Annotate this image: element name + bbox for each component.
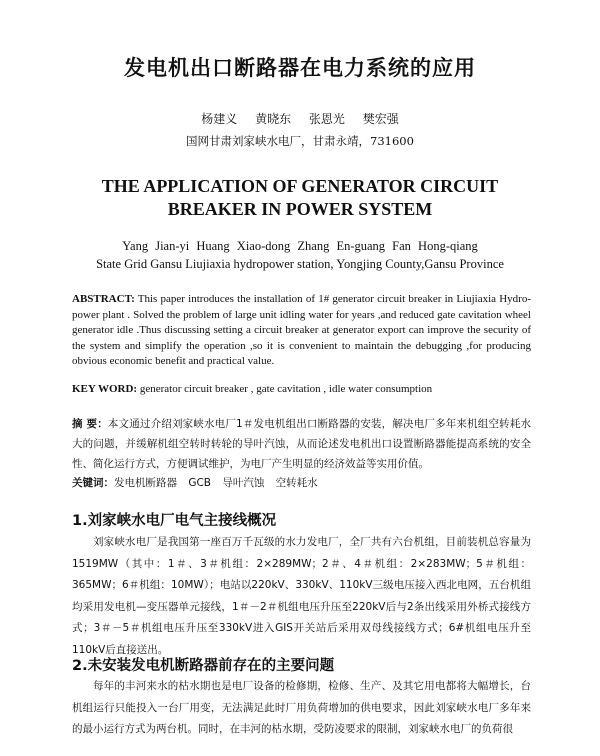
keywords-text: generator circuit breaker , gate cavitation , idle water consumption: [139, 383, 433, 395]
section-1-heading: 1.刘家峡水电厂电气主接线概况: [72, 513, 277, 529]
section-2-body: 每年的丰河来水的枯水期也是电厂设备的检修期，检修、生产、及其它用电都将大幅增长，台机组运行只能投入一台厂用变，无法满足此时厂用负荷增加的供电要求，因此刘家峡水电厂多年来的最小运行方式为两台机。同时，在丰河的枯水期，受防凌要求的限制，刘家峡水电厂的负荷很: [72, 680, 531, 735]
english-keywords: [72, 383, 531, 395]
chinese-keywords-label: 关键词：: [72, 477, 114, 489]
abstract-label: ABSTRACT:: [72, 293, 135, 305]
chinese-authors: 杨建义 黄晓东 张恩光 樊宏强: [201, 112, 399, 126]
chinese-affiliation: 国网甘肃刘家峡水电厂，甘肃永靖，731600: [186, 134, 414, 148]
english-title: THE APPLICATION OF GENERATOR CIRCUIT BREAKER IN POWER SYSTEM: [101, 176, 499, 219]
chinese-abstract-text: 本文通过介绍刘家峡水电厂1＃发电机组出口断路器的安装，解决电厂多年来机组空转耗水大的问题，并缓解机组空转时转轮的导叶汽蚀，从而论述发电机出口设置断路器能提高系统的安全性、简化运行方式，方便调试维护，为电厂产生明显的经济效益等实用价值。: [72, 418, 531, 470]
chinese-keywords: [72, 475, 531, 490]
section-1-body: 刘家峡水电厂是我国第一座百万千瓦级的水力发电厂，全厂共有六台机组，目前装机总容量为1519MW（其中：1＃、3＃机组：2×289MW；2＃、4＃机组：2×283MW；5＃机组：365MW；6＃机组：10MW）；电站以220kV、330kV、110kV三级电压接入西北电网，五台机组均采用发电机—变压器单元接线，1＃－2＃机组电压升压至220kV后与2条出线采用外桥式接线方式；3＃－5＃机组电压升压至330kV进入GIS开关站后采用双母线接线方式；6#机组电压升至110kV后直接送出。: [72, 536, 531, 656]
english-affiliation: State Grid Gansu Liujiaxia hydropower station, Yongjing County,Gansu Province: [96, 257, 504, 271]
english-authors: Yang Jian-yi Huang Xiao-dong Zhang En-guang Fan Hong-qiang: [122, 239, 478, 253]
chinese-abstract: [72, 414, 531, 474]
keywords-label: KEY WORD:: [72, 383, 138, 395]
english-abstract: [72, 292, 531, 370]
section-2-heading: 2.未安装发电机断路器前存在的主要问题: [72, 658, 335, 674]
chinese-title: 发电机出口断路器在电力系统的应用: [124, 56, 476, 80]
abstract-text: This paper introduces the installation of 1# generator circuit breaker in Liujiaxia Hydro-power plant . Solved the problem of large unit idling water for years ,and reduced gate cavitation wheel generator idle .Thus discussing setting a circuit breaker at generator export can improve the security of the system and simplify the operation ,so it is convenient to maintain the debugging ,for producing obvious economic benefit and practical value.: [72, 293, 531, 368]
chinese-abstract-label: 摘 要：: [72, 418, 108, 430]
chinese-keywords-text: 发电机断路器 GCB 导叶汽蚀 空转耗水: [114, 477, 318, 489]
